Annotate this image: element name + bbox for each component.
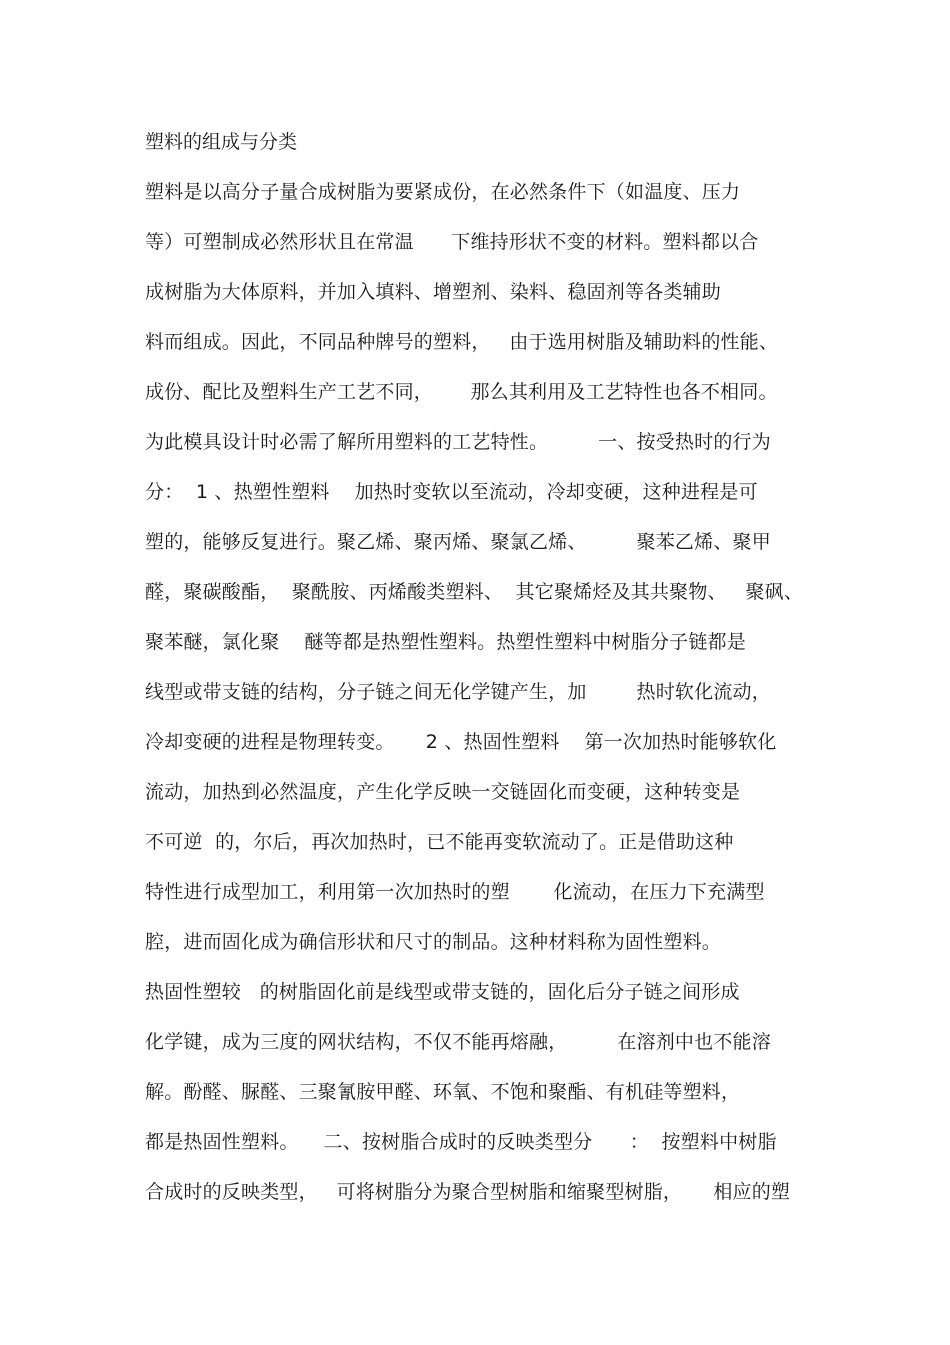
body-line: 料而组成。因此，不同品种牌号的塑料， 由于选用树脂及辅助料的性能、 — [145, 331, 779, 353]
body-line: 流动，加热到必然温度，产生化学反映一交链固化而变硬，这种转变是 — [145, 781, 741, 803]
document-body — [145, 180, 825, 1230]
body-line: 为此模具设计时必需了解所用塑料的工艺特性。 一、按受热时的行为 — [145, 431, 771, 453]
body-line: 不可逆 的，尔后，再次加热时，已不能再变软流动了。正是借助这种 — [145, 831, 734, 853]
body-line: 成树脂为大体原料，并加入填料、增塑剂、染料、稳固剂等各类辅助 — [145, 281, 722, 303]
body-line: 塑料是以高分子量合成树脂为要紧成份，在必然条件下（如温度、压力 — [145, 181, 741, 203]
document-title: 塑料的组成与分类 — [145, 131, 298, 153]
body-line: 解。酚醛、脲醛、三聚氰胺甲醛、环氧、不饱和聚酯、有机硅等塑料， — [145, 1081, 741, 1103]
body-line: 聚苯醚，氯化聚 醚等都是热塑性塑料。热塑性塑料中树脂分子链都是 — [145, 631, 746, 653]
body-line: 热固性塑较 的树脂固化前是线型或带支链的，固化后分子链之间形成 — [145, 981, 740, 1003]
body-line: 线型或带支链的结构，分子链之间无化学键产生，加 热时软化流动， — [145, 681, 771, 703]
body-line: 成份、配比及塑料生产工艺不同， 那么其利用及工艺特性也各不相同。 — [145, 381, 778, 403]
body-line: 化学键，成为三度的网状结构，不仅不能再熔融， 在溶剂中也不能溶 — [145, 1031, 771, 1053]
body-line: 等）可塑制成必然形状且在常温 下维持形状不变的材料。塑料都以合 — [145, 231, 759, 253]
body-line: 冷却变硬的进程是物理转变。 2 、热固性塑料 第一次加热时能够软化 — [145, 731, 777, 753]
body-line: 都是热固性塑料。 二、按树脂合成时的反映类型分 ： 按塑料中树脂 — [145, 1131, 777, 1153]
body-line: 特性进行成型加工，利用第一次加热时的塑 化流动，在压力下充满型 — [145, 881, 765, 903]
body-line: 腔，进而固化成为确信形状和尺寸的制品。这种材料称为固性塑料。 — [145, 931, 722, 953]
body-line: 合成时的反映类型， 可将树脂分为聚合型树脂和缩聚型树脂， 相应的塑 — [145, 1181, 791, 1203]
body-line: 塑的，能够反复进行。聚乙烯、聚丙烯、聚氯乙烯、 聚苯乙烯、聚甲 — [145, 531, 771, 553]
body-line: 分： 1 、热塑性塑料 加热时变软以至流动，冷却变硬，这种进程是可 — [145, 481, 758, 503]
body-line: 醛，聚碳酸酯， 聚酰胺、丙烯酸类塑料、 其它聚烯烃及其共聚物、 聚砜、 — [145, 581, 804, 603]
